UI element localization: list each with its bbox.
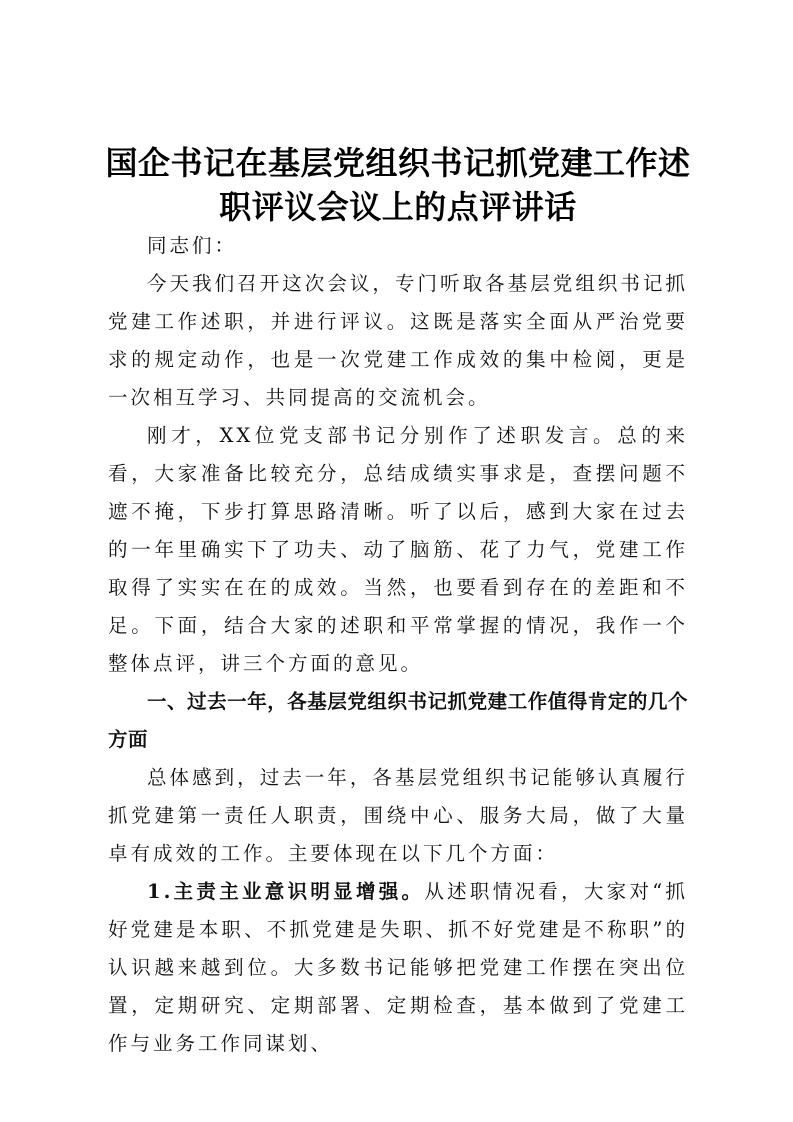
section-heading: 一、过去一年，各基层党组织书记抓党建工作值得肯定的几个方面 [108, 690, 688, 751]
point-1-lead: 1.主责主业意识明显增强。 [147, 880, 425, 903]
section-intro: 总体感到，过去一年，各基层党组织书记能够认真履行抓党建第一责任人职责，围绕中心、服务大局，做了大量卓有成效的工作。主要体现在以下几个方面： [108, 766, 688, 865]
paragraph-summary: 刚才，XX位党支部书记分别作了述职发言。总的来看，大家准备比较充分，总结成绩实事求是，查摆问题不遮不掩，下步打算思路清晰。听了以后，感到大家在过去的一年里确实下了功夫、动了脑筋、花了力气，党建工作取得了实实在在的成效。当然，也要看到存在的差距和不足。下面，结合大家的述职和平常掌握的情况，我作一个整体点评，讲三个方面的意见。 [108, 424, 688, 675]
salutation: 同志们： [147, 234, 238, 257]
paragraph-opening: 今天我们召开这次会议，专门听取各基层党组织书记抓党建工作述职，并进行评议。这既是落实全面从严治党要求的规定动作，也是一次党建工作成效的集中检阅，更是一次相互学习、共同提高的交流机会。 [108, 272, 688, 409]
point-1-text: 从述职情况看，大家对“抓好党建是本职、不抓党建是失职、抓不好党建是不称职”的认识越来越到位。大多数书记能够把党建工作摆在突出位置，定期研究、定期部署、定期检查，基本做到了党建工作与业务工作同谋划、 [108, 880, 688, 1055]
document-body [108, 227, 688, 1063]
document-title: 国企书记在基层党组织书记抓党建工作述职评议会议上的点评讲话 [105, 144, 691, 226]
point-1-paragraph [108, 873, 688, 1063]
